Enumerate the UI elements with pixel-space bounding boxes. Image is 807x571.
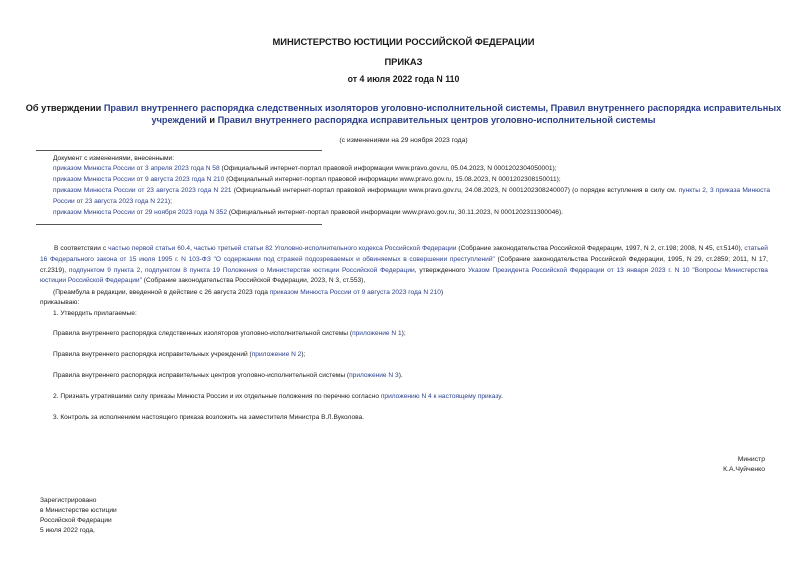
rules-text: Правила внутреннего распорядка исправительных учреждений (: [53, 351, 252, 358]
preamble-text: , утвержденного: [414, 266, 469, 274]
preamble-text: (Собрание законодательства Российской Федерации, 2023, N 3, ст.553),: [141, 277, 366, 285]
ministry-heading: МИНИСТЕРСТВО ЮСТИЦИИ РОССИЙСКОЙ ФЕДЕРАЦИИ: [272, 36, 535, 47]
item-1: 1. Утвердить прилагаемые:: [53, 310, 137, 317]
amendments-intro: Документ с изменениями, внесенными:: [53, 155, 175, 162]
title-mid: и: [206, 115, 218, 125]
document-title: [0, 102, 807, 126]
note-end: ): [440, 289, 444, 296]
note-text: (Преамбула в редакции, введенной в действие с 26 августа 2023 года: [53, 289, 270, 296]
preamble-link[interactable]: подпунктом 8 пункта 19 Положения о Министерстве юстиции Российской Федерации: [144, 266, 415, 274]
amendment-item: [53, 175, 770, 186]
amendment-extra-link[interactable]: пункты 2, 3 приказа Минюста России от 23 августа 2023 года N 221: [53, 187, 770, 205]
rules-end: );: [401, 330, 406, 337]
registration-line-1: Зарегистрировано: [40, 497, 97, 504]
amendment-text: (Официальный интернет-портал правовой информации www.pravo.gov.ru, 30.11.2023, N 0001202311300046).: [227, 209, 563, 216]
appendix-4-link[interactable]: приложению N 4 к настоящему приказу: [380, 393, 501, 400]
preamble-link[interactable]: частью первой статьи 60.4: [108, 245, 191, 252]
preamble-edit-note: [53, 287, 443, 298]
title-link-rules-ic[interactable]: Правил внутреннего распорядка исправительных центров уголовно-исполнительной системы: [217, 115, 656, 125]
document-type: ПРИКАЗ: [384, 56, 423, 67]
signature-name: К.А.Чуйченко: [723, 466, 765, 473]
changes-note: (с изменениями на 29 ноября 2023 года): [339, 137, 468, 144]
preamble-text: В соответствии с: [54, 245, 109, 252]
amendment-text: (Официальный интернет-портал правовой информации www.pravo.gov.ru, 24.08.2023, N 0001202308240007) (о порядке вступления в силу см.: [231, 187, 679, 194]
preamble-paragraph: [40, 244, 768, 287]
amendment-text: (Официальный интернет-портал правовой информации www.pravo.gov.ru, 05.04.2023, N 0001202304050001);: [219, 165, 557, 172]
item-3: 3. Контроль за исполнением настоящего приказа возложить на заместителя Министра В.Л.Вуколова.: [53, 414, 365, 421]
amendment-link[interactable]: приказом Минюста России от 3 апреля 2023 года N 58: [53, 165, 220, 172]
preamble-text: (Собрание законодательства Российской Федерации, 1995, N 29, ст.2859; 2011, N 17, ст.2319),: [40, 255, 768, 274]
appendix-3-link[interactable]: приложение N 3: [349, 372, 399, 379]
divider-top: [36, 150, 322, 151]
order-date-number: от 4 июля 2022 года N 110: [347, 74, 460, 84]
registration-line-3: Российской Федерации: [40, 517, 112, 524]
preamble-text: ,: [190, 245, 194, 252]
preamble-link[interactable]: Указом Президента Российской Федерации от 13 января 2023 г. N 10 "Вопросы Министерства юстиции Российской Федерации": [40, 266, 768, 285]
divider-bottom: [36, 224, 322, 225]
order-word: приказываю:: [40, 299, 80, 306]
preamble-link[interactable]: статьей 16 Федерального закона от 15 июля 1995 г. N 103-ФЗ "О содержании под стражей подозреваемых и обвиняемых в совершении преступлений": [40, 245, 768, 263]
amendment-item: [53, 186, 770, 208]
preamble-text: (Собрание законодательства Российской Федерации, 1997, N 2, ст.198; 2008, N 45, ст.5140),: [456, 245, 745, 252]
preamble-text: ,: [140, 266, 145, 274]
signature-position: Министр: [737, 456, 765, 463]
title-prefix: Об утверждении: [25, 103, 104, 113]
appendix-2-link[interactable]: приложение N 2: [251, 351, 302, 358]
registration-line-4: 5 июля 2022 года,: [40, 527, 95, 534]
rules-item-1: [53, 328, 406, 339]
amendment-item: [53, 208, 770, 219]
item-2-end: .: [500, 393, 503, 400]
rules-text: Правила внутреннего распорядка исправительных центров уголовно-исполнительной системы (: [53, 372, 350, 379]
rules-text: Правила внутреннего распорядка следственных изоляторов уголовно-исполнительной системы (: [53, 330, 353, 337]
amendment-tail: );: [167, 197, 172, 205]
note-link[interactable]: приказом Минюста России от 9 августа 2023 года N 210: [269, 289, 441, 296]
amendment-text: (Официальный интернет-портал правовой информации www.pravo.gov.ru, 15.08.2023, N 0001202308150011);: [224, 176, 561, 183]
amendment-item: [53, 164, 770, 175]
preamble-link[interactable]: частью третьей статьи 82 Уголовно-исполнительного кодекса Российской Федерации: [193, 245, 457, 252]
item-2-text: 2. Признать утратившими силу приказы Минюста России и их отдельные положения по перечню согласно: [53, 393, 381, 400]
appendix-1-link[interactable]: приложение N 1: [352, 330, 402, 337]
registration-line-2: в Министерстве юстиции: [40, 507, 117, 514]
item-2: [53, 391, 503, 402]
amendment-link[interactable]: приказом Минюста России от 23 августа 2023 года N 221: [53, 187, 232, 194]
rules-item-2: [53, 349, 305, 360]
rules-end: );: [301, 351, 306, 358]
rules-end: ).: [398, 372, 403, 379]
title-link-rules-sizo[interactable]: Правил внутреннего распорядка следственных изоляторов уголовно-исполнительной системы, Правил внутреннего распорядка исправительных учреждений: [103, 103, 782, 125]
rules-item-3: [53, 370, 403, 381]
amendment-link[interactable]: приказом Минюста России от 9 августа 2023 года N 210: [53, 176, 225, 183]
amendment-link[interactable]: приказом Минюста России от 29 ноября 2023 года N 352: [53, 209, 228, 216]
preamble-link[interactable]: подпунктом 9 пункта 2: [68, 266, 141, 274]
